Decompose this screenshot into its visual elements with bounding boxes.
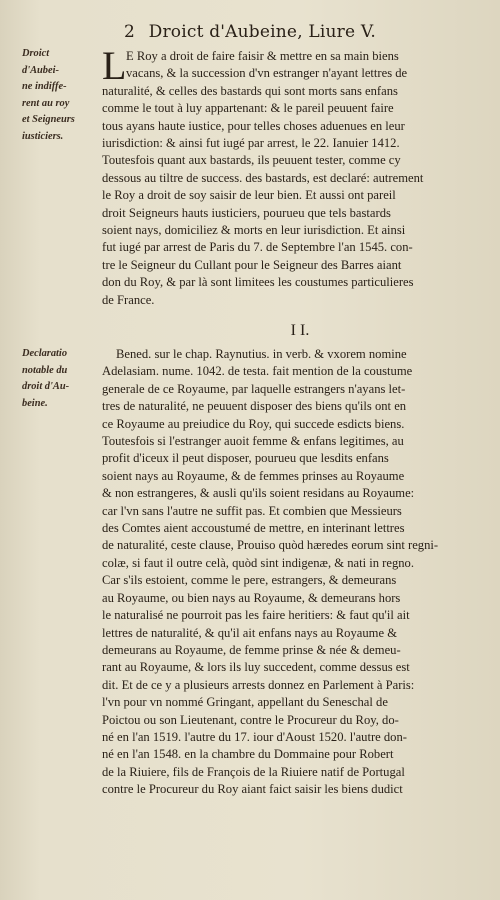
section-number: I I.	[290, 322, 310, 339]
text-line: contre le Procureur du Roy aiant faict saisir les biens dudict	[102, 782, 403, 797]
text-line: le Roy a droit de soy saisir de leur bien. Et aussi ont pareil	[102, 188, 396, 203]
running-header	[0, 22, 500, 42]
text-line: tres de naturalité, ne peuuent disposer des biens qu'ils ont en	[102, 399, 407, 414]
text-line: fut iugé par arrest de Paris du 7. de Septembre l'an 1545. con-	[102, 240, 413, 255]
text-line: lettres de naturalité, & qu'il ait enfans nays au Royaume &	[102, 625, 397, 640]
text-line: Adelasiam. nume. 1042. de testa. fait mention de la coustume	[102, 364, 413, 379]
text-line: rant au Royaume, & lors ils luy succedent, comme dessus est	[102, 660, 410, 675]
margin-note-line: notable du	[22, 364, 68, 376]
section-1-text	[102, 43, 490, 309]
text-line: soient nays au Royaume, & de femmes prinses au Royaume	[102, 468, 405, 483]
text-line: & non estrangeres, & ausli qu'ils soient residans au Royaume:	[102, 486, 415, 501]
text-line: naturalité, & celles des bastards qui sont morts sans enfans	[102, 83, 398, 98]
text-line: de France.	[102, 292, 155, 307]
text-line: tous ayans haute iustice, pour telles choses aduenues en leur	[102, 118, 405, 133]
text-line: vacans, & la succession d'vn estranger n'ayant lettres de	[126, 66, 408, 81]
text-line: le naturalisé ne pourroit pas les faire heritiers: & faut qu'il ait	[102, 608, 410, 623]
margin-note-line: beine.	[22, 397, 48, 409]
text-line: comme le tout à luy appartenant: & le pareil peuuent faire	[102, 101, 394, 116]
text-line: de naturalité, ceste clause, Prouiso quòd hæredes eorum sint regni-	[102, 538, 439, 553]
text-line: né en l'an 1548. en la chambre du Dommaine pour Robert	[102, 747, 394, 762]
text-line: l'vn pour vn nommé Gringant, appellant du Seneschal de	[102, 695, 388, 710]
text-line: colæ, si faut il outre celà, quòd sint indigenæ, & nati in regno.	[102, 555, 414, 570]
text-line: profit d'iceux il peut disposer, pourueu que lesdits enfans	[102, 451, 389, 466]
drop-cap: L	[102, 43, 127, 88]
margin-note-line: Droict	[22, 48, 50, 59]
text-line: soient nays, domiciliez & morts en leur iurisdiction. Et ainsi	[102, 223, 406, 238]
text-line: don du Roy, & par là sont limitees les coustumes particulieres	[102, 275, 414, 290]
text-line: generale de ce Royaume, par laquelle estrangers n'ayans let-	[102, 381, 406, 396]
text-line: E Roy a droit de faire faisir & mettre en sa main biens	[126, 49, 399, 63]
text-line: tre le Seigneur du Cullant pour le Seigneur des Barres aiant	[102, 257, 402, 272]
margin-note-line: d'Aubei-	[22, 64, 59, 76]
text-line: dessous au tiltre de success. des bastards, est declaré: autrement	[102, 170, 424, 185]
margin-note-droict	[22, 46, 108, 146]
text-line: droit Seigneurs hauts iusticiers, pourueu que tels bastards	[102, 205, 391, 220]
margin-note-line: Declaratio	[22, 348, 68, 359]
section-2-text	[102, 346, 490, 799]
text-line: né en l'an 1519. l'autre du 17. iour d'Aoust 1520. l'autre don-	[102, 729, 407, 744]
margin-note-line: rent au roy	[22, 97, 70, 109]
text-line: iurisdiction: & ainsi fut iugé par arrest, le 22. Ianuier 1412.	[102, 136, 400, 151]
text-line: car l'vn sans l'autre ne suffit pas. Et combien que Messieurs	[102, 503, 402, 518]
text-line: Toutesfois quant aux bastards, ils peuuent tester, comme cy	[102, 153, 401, 168]
running-title: Droict d'Aubeine, Liure V.	[148, 22, 376, 42]
text-line: Bened. sur le chap. Raynutius. in verb. & vxorem nomine	[116, 347, 407, 361]
page-number: 2	[124, 22, 136, 42]
text-line: de la Riuiere, fils de François de la Riuiere natif de Portugal	[102, 764, 405, 779]
text-line: Toutesfois si l'estranger auoit femme & enfans legitimes, au	[102, 434, 404, 449]
margin-note-line: droit d'Au-	[22, 381, 70, 393]
text-line: au Royaume, ou bien nays au Royaume, & demeurans hors	[102, 590, 401, 605]
margin-note-declaration	[22, 346, 108, 412]
text-line: dit. Et de ce y a plusieurs arrests donnez en Parlement à Paris:	[102, 677, 415, 692]
text-line: des Comtes aient accoustumé de mettre, en interinant lettres	[102, 521, 405, 536]
text-line: ce Royaume au preiudice du Roy, qui succede esdicts biens.	[102, 416, 405, 431]
margin-note-line: iusticiers.	[22, 130, 64, 142]
text-line: Poictou ou son Lieutenant, contre le Procureur du Roy, do-	[102, 712, 399, 727]
margin-note-line: et Seigneurs	[22, 114, 75, 126]
text-line: demeurans au Royaume, de femme prinse & née & demeu-	[102, 642, 401, 657]
margin-note-line: ne indiffe-	[22, 81, 67, 93]
text-line: Car s'ils estoient, comme le pere, estrangers, & demeurans	[102, 573, 397, 588]
